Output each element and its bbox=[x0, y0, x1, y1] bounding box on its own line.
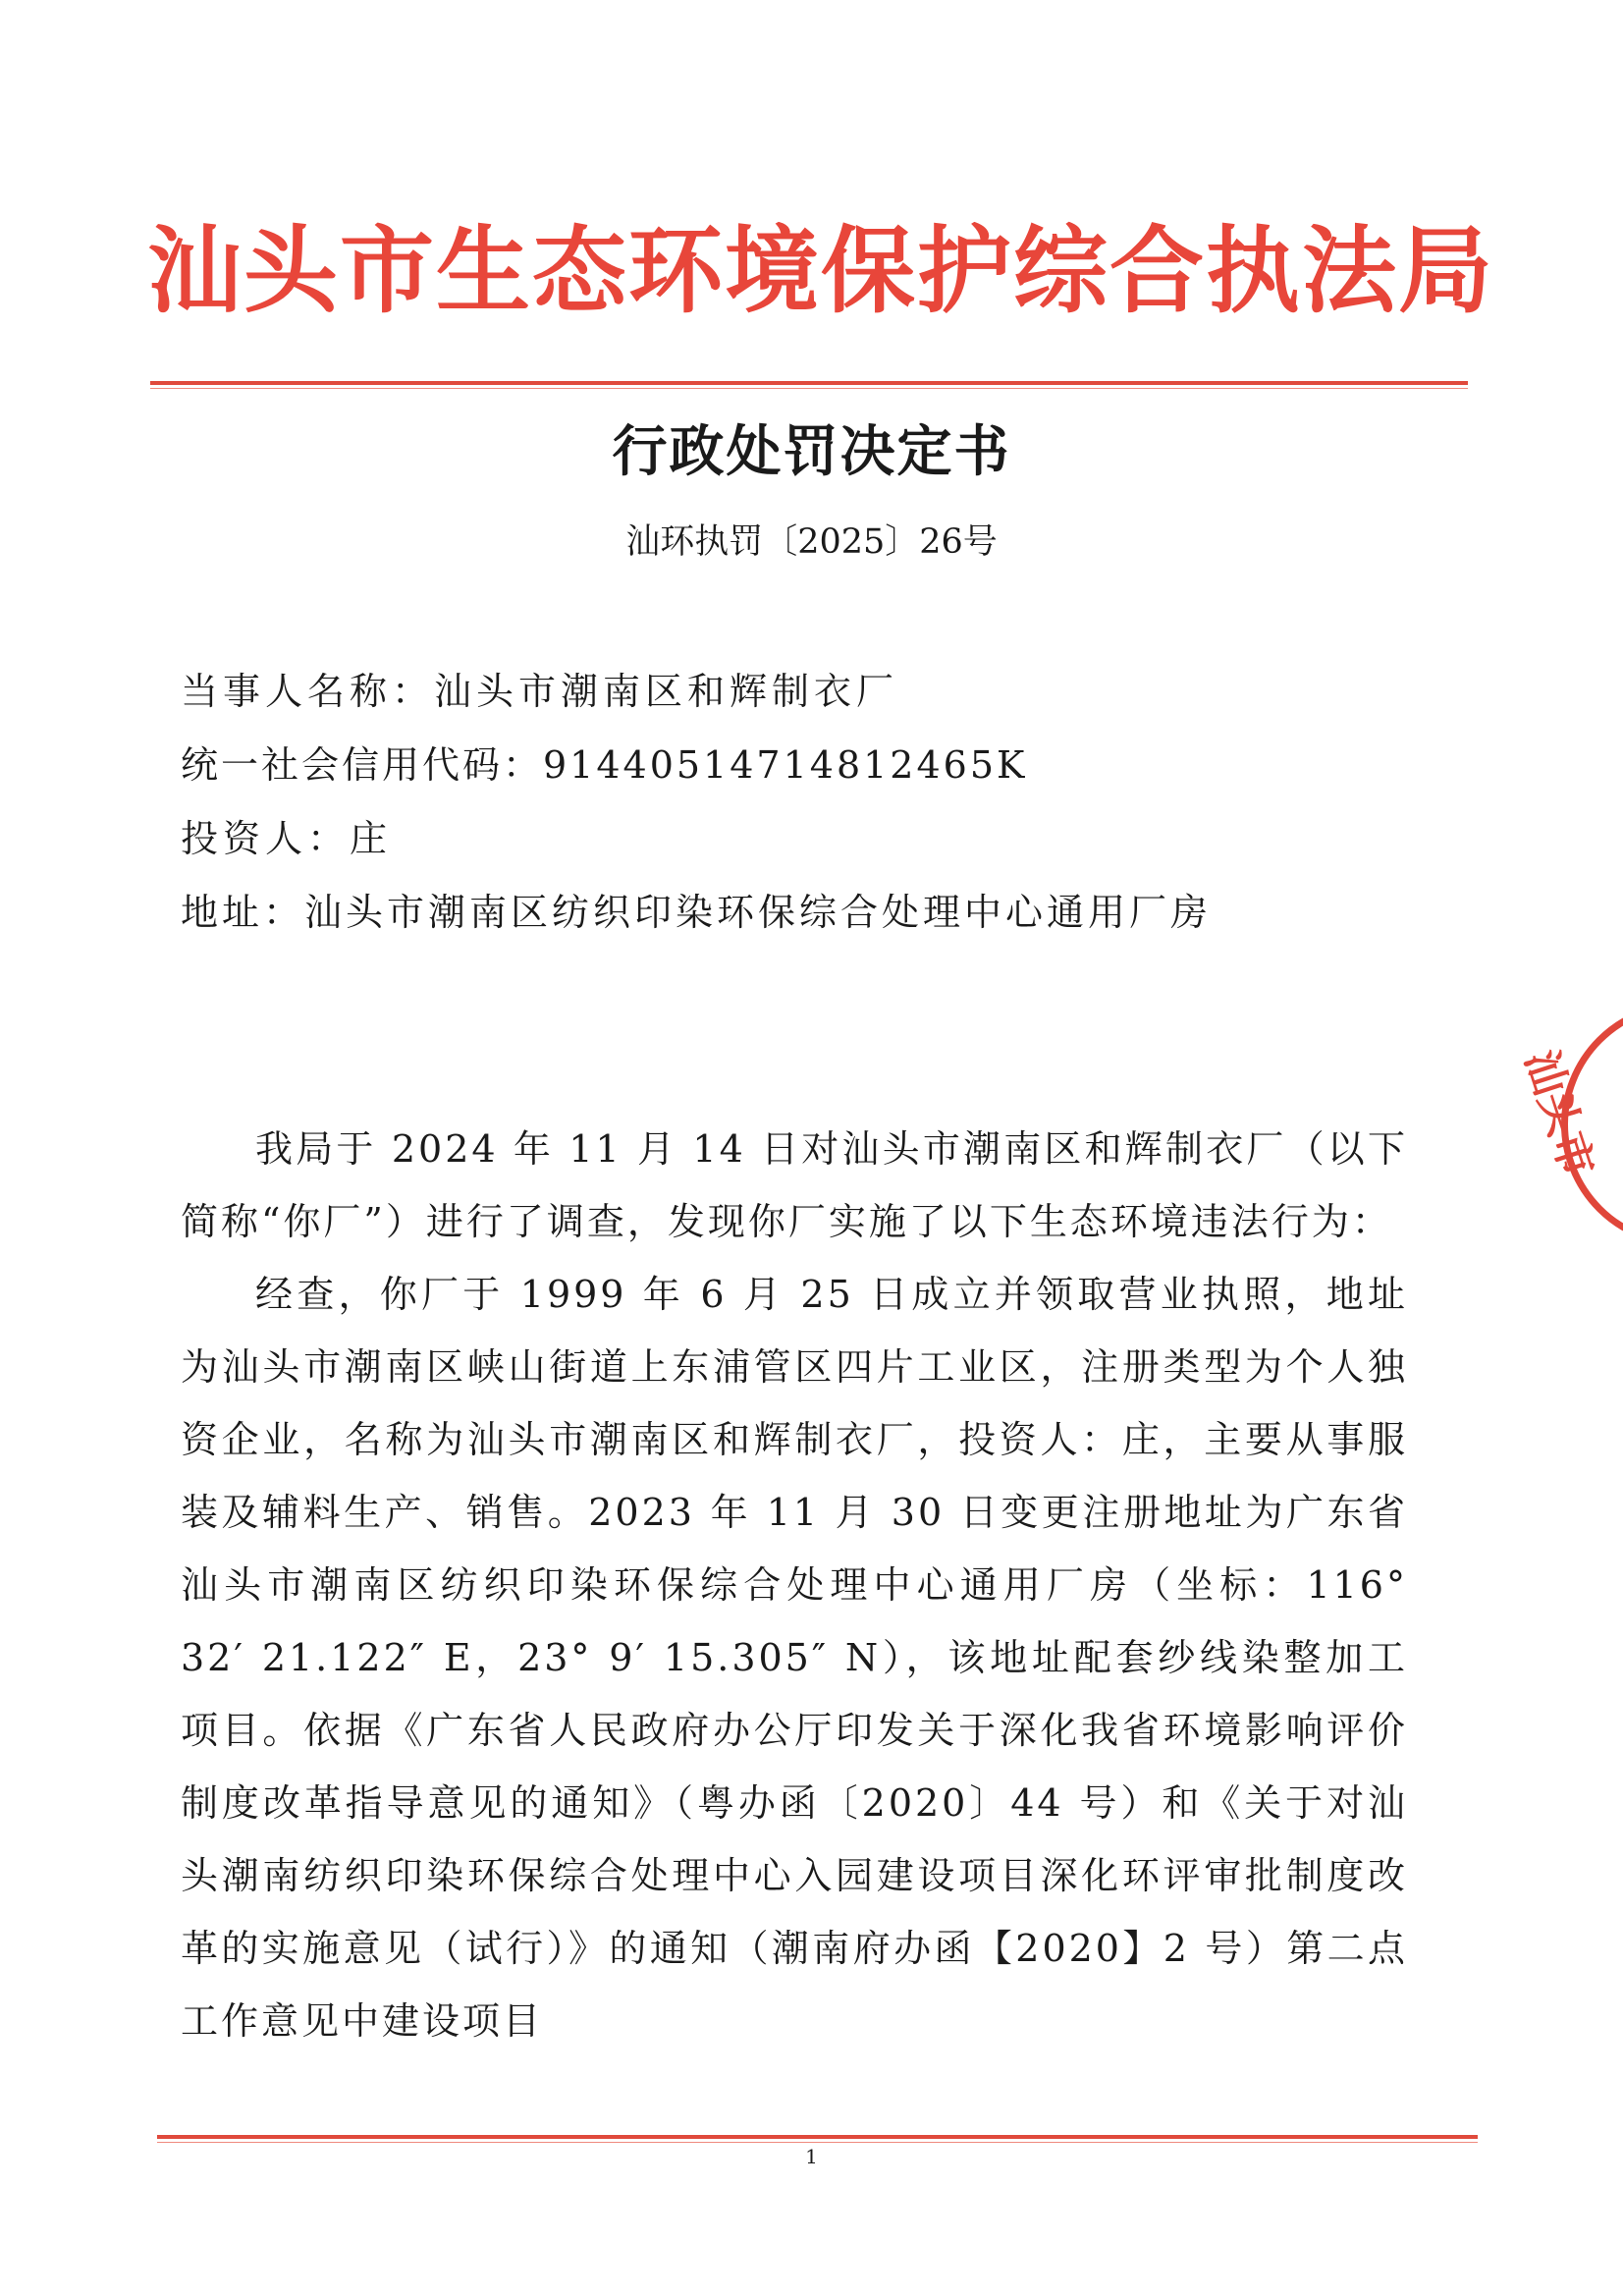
header-divider-thin bbox=[150, 388, 1468, 389]
credit-code: 统一社会信用代码：91440514714812465K bbox=[181, 743, 1028, 787]
document-title: 行政处罚决定书 bbox=[612, 419, 1011, 484]
footer-divider bbox=[157, 2135, 1478, 2139]
page-number: 1 bbox=[805, 2145, 818, 2168]
agency-header: 汕头市生态环境保护综合执法局 bbox=[147, 216, 1494, 326]
document-body bbox=[181, 1113, 1408, 2057]
body-paragraph-1: 我局于 2024 年 11 月 14 日对汕头市潮南区和辉制衣厂（以下简称“你厂”）进行了调查，发现你厂实施了以下生态环境违法行为： bbox=[181, 1127, 1408, 1243]
document-number: 汕环执罚〔2025〕26号 bbox=[625, 522, 998, 562]
address: 地址：汕头市潮南区纺织印染环保综合处理中心通用厂房 bbox=[181, 891, 1213, 934]
investor: 投资人：庄 bbox=[181, 817, 393, 860]
header-divider bbox=[150, 381, 1468, 385]
seal-text: 汕头市 bbox=[1515, 1044, 1603, 1183]
footer-divider-thin bbox=[157, 2142, 1478, 2143]
body-paragraph-2: 经查，你厂于 1999 年 6 月 25 日成立并领取营业执照，地址为汕头市潮南区峡山街道上东浦管区四片工业区，注册类型为个人独资企业，名称为汕头市潮南区和辉制衣厂，投资人：庄，主要从事服装及辅料生产、销售。2023 年 11 月 30 日变更注册地址为广东省汕头市潮南区纺织印染环保综合处理中心通用厂房（坐标：116° 32′ 21.122″ E，23° 9′ 15.305″ N），该地址配套纱线染整加工项目。依据《广东省人民政府办公厅印发关于深化我省环境影响评价制度改革指导意见的通知》（粤办函〔2020〕44 号）和《关于对汕头潮南纺织印染环保综合处理中心入园建设项目深化环评审批制度改革的实施意见（试行）》的通知（潮南府办函【2020】2 号）第二点工作意见中建设项目 bbox=[181, 1273, 1408, 2043]
party-name: 当事人名称：汕头市潮南区和辉制衣厂 bbox=[181, 670, 899, 713]
